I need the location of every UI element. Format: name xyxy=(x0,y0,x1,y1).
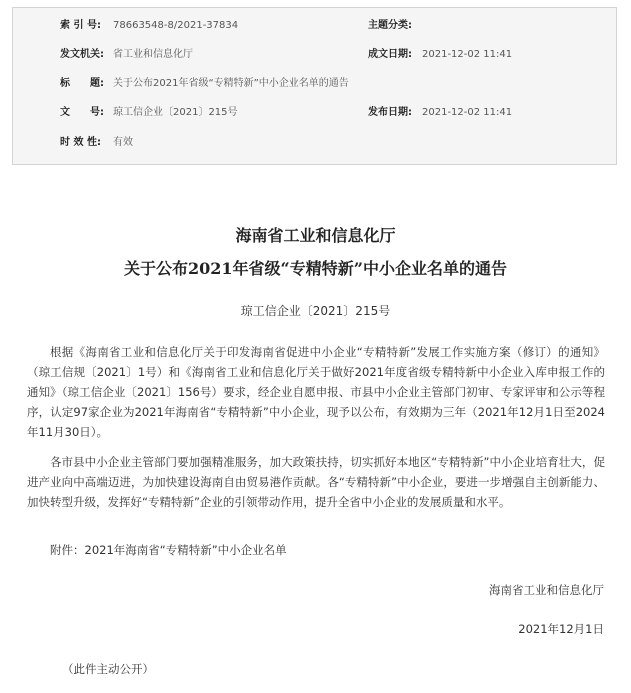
body-paragraph-2: 各市县中小企业主管部门要加强精准服务，加大政策扶持，切实抓好本地区“专精特新”中小企业培育壮大，促进产业向中高端迈进，为加快建设海南自由贸易港作贡献。各“专精特新”中小企业，要进一步增强自主创新能力、加快转型升级，发挥好“专精特新”企业的引领带动作用，提升全省中小企业的发展质量和水平。 xyxy=(27,455,605,509)
created-date-value: 2021-12-02 11:41 xyxy=(422,49,513,60)
meta-row-issuer xyxy=(13,45,616,65)
meta-row-title xyxy=(13,74,616,94)
title-value: 关于公布2021年省级“专精特新”中小企业名单的通告 xyxy=(113,78,349,89)
document-title-subject: 关于公布2021年省级“专精特新”中小企业名单的通告 xyxy=(124,259,507,278)
document-metadata-panel xyxy=(12,7,617,165)
meta-row-docno xyxy=(13,103,616,123)
doc-number-value: 琼工信企业〔2021〕215号 xyxy=(113,107,238,118)
index-value: 78663548-8/2021-37834 xyxy=(113,20,239,31)
category-label: 主题分类: xyxy=(368,20,412,31)
signature-issuer: 海南省工业和信息化厅 xyxy=(489,583,604,597)
meta-row-validity xyxy=(13,133,616,153)
validity-label: 时 效 性: xyxy=(60,137,101,148)
published-date-label: 发布日期: xyxy=(368,107,412,118)
issuer-label: 发文机关: xyxy=(60,49,104,60)
doc-number-label: 文 号: xyxy=(60,107,104,118)
document-number: 琼工信企业〔2021〕215号 xyxy=(240,304,391,318)
validity-value: 有效 xyxy=(113,137,133,148)
public-notice: （此件主动公开） xyxy=(62,662,154,676)
index-label: 索 引 号: xyxy=(60,20,101,31)
title-label: 标 题: xyxy=(60,78,104,89)
issuer-value: 省工业和信息化厅 xyxy=(113,49,193,60)
document-title-issuer: 海南省工业和信息化厅 xyxy=(235,226,396,245)
body-paragraph-1: 根据《海南省工业和信息化厅关于印发海南省促进中小企业“专精特新”发展工作实施方案（修订）的通知》（琼工信规〔2021〕1号）和《海南省工业和信息化厅关于做好2021年度省级专精特新中小企业入库申报工作的通知》（琼工信企业〔2021〕156号）要求，经企业自愿申报、市县中小企业主管部门初审、专家评审和公示等程序，认定97家企业为2021年海南省“专精特新”中小企业，现予以公布，有效期为三年（2021年12月1日至2024年11月30日）。 xyxy=(27,345,605,439)
signature-date: 2021年12月1日 xyxy=(518,622,604,636)
attachment-link[interactable]: 附件：2021年海南省“专精特新”中小企业名单 xyxy=(50,543,287,557)
meta-row-index xyxy=(13,16,616,36)
published-date-value: 2021-12-02 11:41 xyxy=(422,107,513,118)
created-date-label: 成文日期: xyxy=(368,49,412,60)
